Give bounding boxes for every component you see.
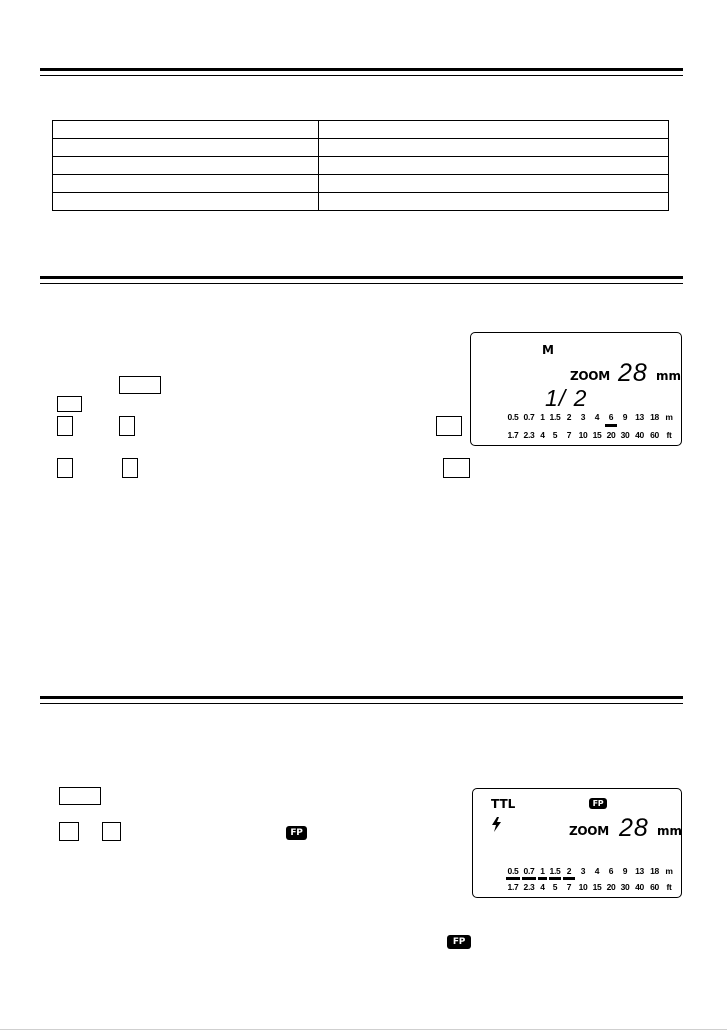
page-edge-line [0, 1029, 727, 1030]
lcd-scale-unit: ft [666, 882, 672, 892]
lcd-zoom-unit: mm [657, 824, 683, 838]
lcd-scale-value: 2.3 [523, 882, 535, 892]
lcd-scale-value: 20 [606, 430, 616, 440]
lcd-mode-indicator: M [542, 343, 554, 357]
lcd-scale-value: 60 [650, 430, 659, 440]
lcd-scale-value: 5 [552, 430, 558, 440]
table-row [53, 175, 669, 193]
section-rule-2 [40, 276, 683, 284]
lcd-scale-value: 0.7 [523, 412, 535, 422]
lcd-scale-value: 9 [622, 412, 628, 422]
lcd-indicator-bar [506, 877, 520, 880]
table-row [53, 157, 669, 175]
table-row [53, 193, 669, 211]
lcd-scale-value: 7 [566, 430, 572, 440]
lcd-scale-value: 4 [594, 866, 600, 876]
lcd-feet-scale [505, 883, 676, 892]
lcd-zoom-unit: mm [656, 369, 682, 383]
lcd-scale-value: 1 [540, 866, 545, 876]
lightning-bolt-icon [492, 817, 501, 832]
plus-button-symbol [57, 416, 73, 436]
lcd-scale-value: 30 [620, 430, 630, 440]
lcd-scale-unit: m [665, 412, 673, 422]
table-cell [319, 193, 669, 211]
lcd-scale-value: 18 [650, 412, 659, 422]
lcd-scale-value: 4 [594, 412, 600, 422]
lcd-scale-value: 2 [566, 412, 572, 422]
lcd-meter-scale [505, 413, 676, 422]
plus-button-symbol [57, 458, 73, 478]
spec-table [52, 120, 669, 211]
lcd-scale-value: 1 [540, 412, 545, 422]
button-symbol [57, 396, 82, 412]
minus-button-symbol [122, 458, 138, 478]
fp-icon: FP [286, 826, 307, 840]
table-cell [319, 175, 669, 193]
plus-button-symbol [59, 822, 79, 841]
lcd-indicator-bar [522, 877, 536, 880]
lcd-scale-value: 7 [566, 882, 572, 892]
lcd-scale-value: 15 [592, 882, 602, 892]
table-cell [53, 175, 319, 193]
lcd-meter-scale [505, 867, 676, 876]
lcd-scale-value: 1.7 [507, 430, 519, 440]
lcd-scale-value: 20 [606, 882, 616, 892]
section-rule-3 [40, 696, 683, 704]
lcd-scale-value: 60 [650, 882, 659, 892]
table-row [53, 121, 669, 139]
lcd-scale-value: 6 [608, 866, 614, 876]
lcd-scale-value: 0.5 [507, 866, 519, 876]
table-row [53, 139, 669, 157]
lcd-scale-value: 9 [622, 866, 628, 876]
lcd-panel-manual [470, 332, 682, 446]
lcd-scale-value: 30 [620, 882, 630, 892]
lcd-scale-unit: m [665, 866, 673, 876]
lcd-panel-fp [472, 788, 682, 898]
lcd-scale-value: 0.5 [507, 412, 519, 422]
table-cell [53, 193, 319, 211]
lcd-scale-value: 10 [578, 430, 588, 440]
lcd-scale-value: 4 [540, 430, 545, 440]
set-button-symbol [443, 458, 470, 478]
lcd-zoom-label: ZOOM [570, 369, 610, 383]
lcd-indicator-bar [538, 877, 547, 880]
lcd-scale-value: 5 [552, 882, 558, 892]
section-rule-1 [40, 68, 683, 76]
lcd-scale-value: 40 [635, 882, 644, 892]
lcd-mode-indicator: TTL [491, 797, 516, 811]
lcd-scale-value: 3 [580, 866, 586, 876]
table-cell [53, 157, 319, 175]
lcd-zoom-value: 28 [619, 814, 649, 842]
table-cell [319, 121, 669, 139]
lcd-scale-value: 4 [540, 882, 545, 892]
mode-button-symbol [119, 376, 161, 394]
lcd-scale-value: 40 [635, 430, 644, 440]
table-cell [53, 139, 319, 157]
lcd-scale-value: 6 [608, 412, 614, 422]
lcd-feet-scale [505, 431, 676, 440]
lcd-scale-value: 13 [635, 866, 644, 876]
lcd-power-ratio: 1/ 2 [545, 385, 588, 411]
lcd-scale-value: 0.7 [523, 866, 535, 876]
lcd-scale-value: 15 [592, 430, 602, 440]
lcd-zoom-value: 28 [618, 359, 648, 387]
lcd-fp-badge: FP [589, 798, 607, 809]
lcd-scale-value: 18 [650, 866, 659, 876]
set-button-symbol [436, 416, 462, 436]
table-cell [319, 157, 669, 175]
lcd-indicator-bar [605, 424, 617, 427]
lcd-scale-value: 1.5 [549, 866, 561, 876]
fp-icon: FP [447, 935, 471, 949]
table-cell [319, 139, 669, 157]
minus-button-symbol [102, 822, 121, 841]
lcd-indicator-bar [549, 877, 561, 880]
lcd-scale-value: 1.7 [507, 882, 519, 892]
lcd-scale-value: 1.5 [549, 412, 561, 422]
lcd-scale-value: 2 [566, 866, 572, 876]
lcd-indicator-bar [563, 877, 575, 880]
mode-button-symbol [59, 787, 101, 805]
table-cell [53, 121, 319, 139]
lcd-distance-indicator [505, 424, 676, 427]
lcd-scale-value: 3 [580, 412, 586, 422]
lcd-scale-value: 13 [635, 412, 644, 422]
lcd-scale-unit: ft [666, 430, 672, 440]
lcd-scale-value: 10 [578, 882, 588, 892]
lcd-distance-indicator [505, 877, 676, 880]
minus-button-symbol [119, 416, 135, 436]
lcd-scale-value: 2.3 [523, 430, 535, 440]
lcd-zoom-label: ZOOM [569, 824, 609, 838]
